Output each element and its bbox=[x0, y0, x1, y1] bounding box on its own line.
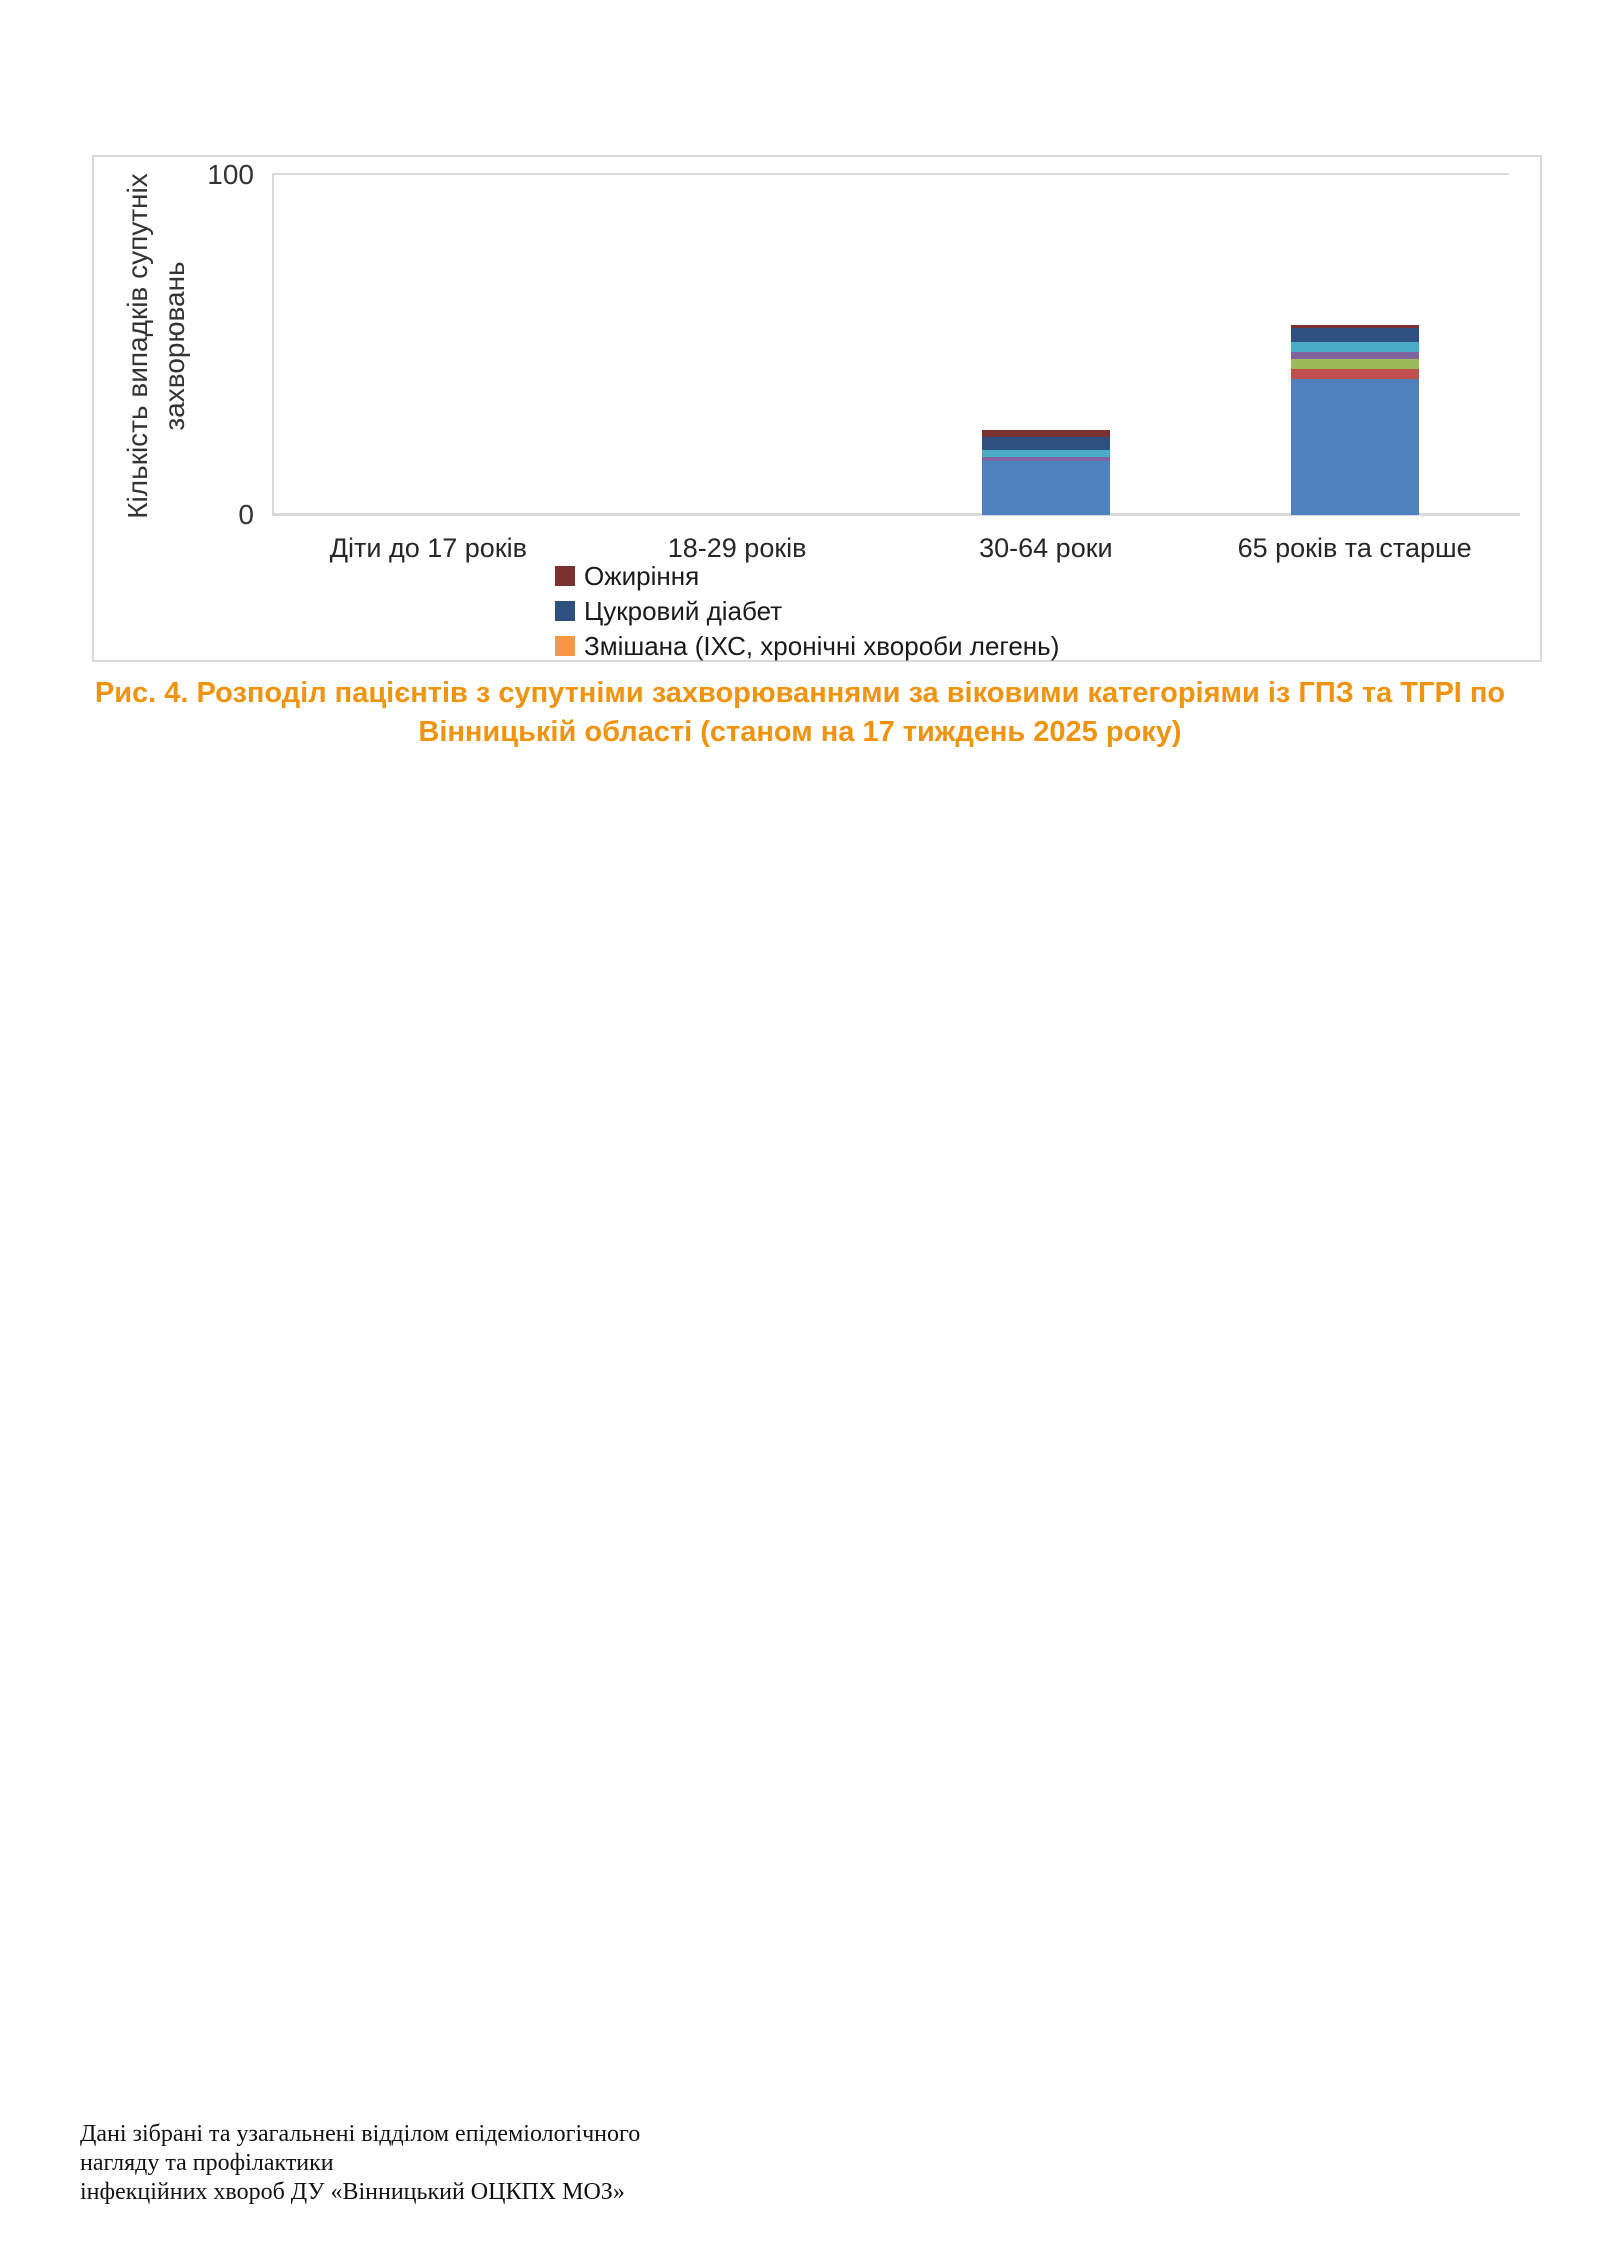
footer-note bbox=[80, 2120, 720, 2207]
bar-segment bbox=[982, 430, 1110, 437]
footer-note-line1: Дані зібрані та узагальнені відділом епідеміологічного нагляду та профілактики bbox=[80, 2121, 641, 2176]
y-tick-0: 0 bbox=[238, 499, 254, 530]
figure-caption bbox=[0, 674, 1600, 752]
bar-segment bbox=[982, 450, 1110, 457]
y-axis-title-line1: Кількість випадків супутніх bbox=[122, 173, 153, 519]
bar-segment bbox=[1291, 352, 1419, 359]
bar-segment bbox=[982, 461, 1110, 515]
y-tick-100: 100 bbox=[207, 159, 254, 190]
x-label-30-64: 30-64 роки bbox=[979, 533, 1113, 563]
bar-segment bbox=[1291, 342, 1419, 352]
chart-panel bbox=[92, 155, 1542, 662]
legend-item-mixed bbox=[555, 630, 1060, 661]
x-label-18-29: 18-29 років bbox=[667, 533, 807, 563]
bar-segment bbox=[1291, 379, 1419, 515]
legend-label: Цукровий діабет bbox=[584, 595, 783, 626]
legend-swatch bbox=[555, 601, 575, 621]
bar-segment bbox=[1291, 359, 1419, 369]
figure-caption-line1: Рис. 4. Розподіл пацієнтів з супутніми захворюваннями за віковими категоріями із ГПЗ та ТГРІ по bbox=[94, 677, 1506, 709]
x-label-children: Діти до 17 років bbox=[329, 533, 527, 563]
legend-swatch bbox=[555, 566, 575, 586]
bar-segment bbox=[982, 457, 1110, 460]
bar-segment bbox=[982, 437, 1110, 451]
legend-label: Ожиріння bbox=[584, 560, 700, 591]
legend-item-diabetes bbox=[555, 595, 1059, 626]
y-axis-title-line2: захворювань bbox=[159, 261, 190, 431]
x-label-65plus: 65 років та старше bbox=[1237, 533, 1472, 563]
chart-legend bbox=[555, 560, 1060, 668]
footer-note-line2: інфекційних хвороб ДУ «Вінницький ОЦКПХ МОЗ» bbox=[80, 2179, 625, 2205]
legend-swatch bbox=[555, 636, 575, 656]
legend-label: Змішана (ІХС, хронічні хвороби легень) bbox=[584, 630, 1060, 661]
figure-caption-line2: Вінницькій області (станом на 17 тиждень 2025 року) bbox=[418, 716, 1182, 748]
y-axis-title bbox=[119, 172, 193, 520]
bar-segment bbox=[1291, 369, 1419, 379]
bar-segment bbox=[1291, 325, 1419, 328]
bar-segment bbox=[1291, 328, 1419, 342]
plot-area bbox=[274, 175, 1509, 515]
legend-item-obesity bbox=[555, 560, 1059, 591]
x-axis-labels bbox=[274, 533, 1509, 565]
